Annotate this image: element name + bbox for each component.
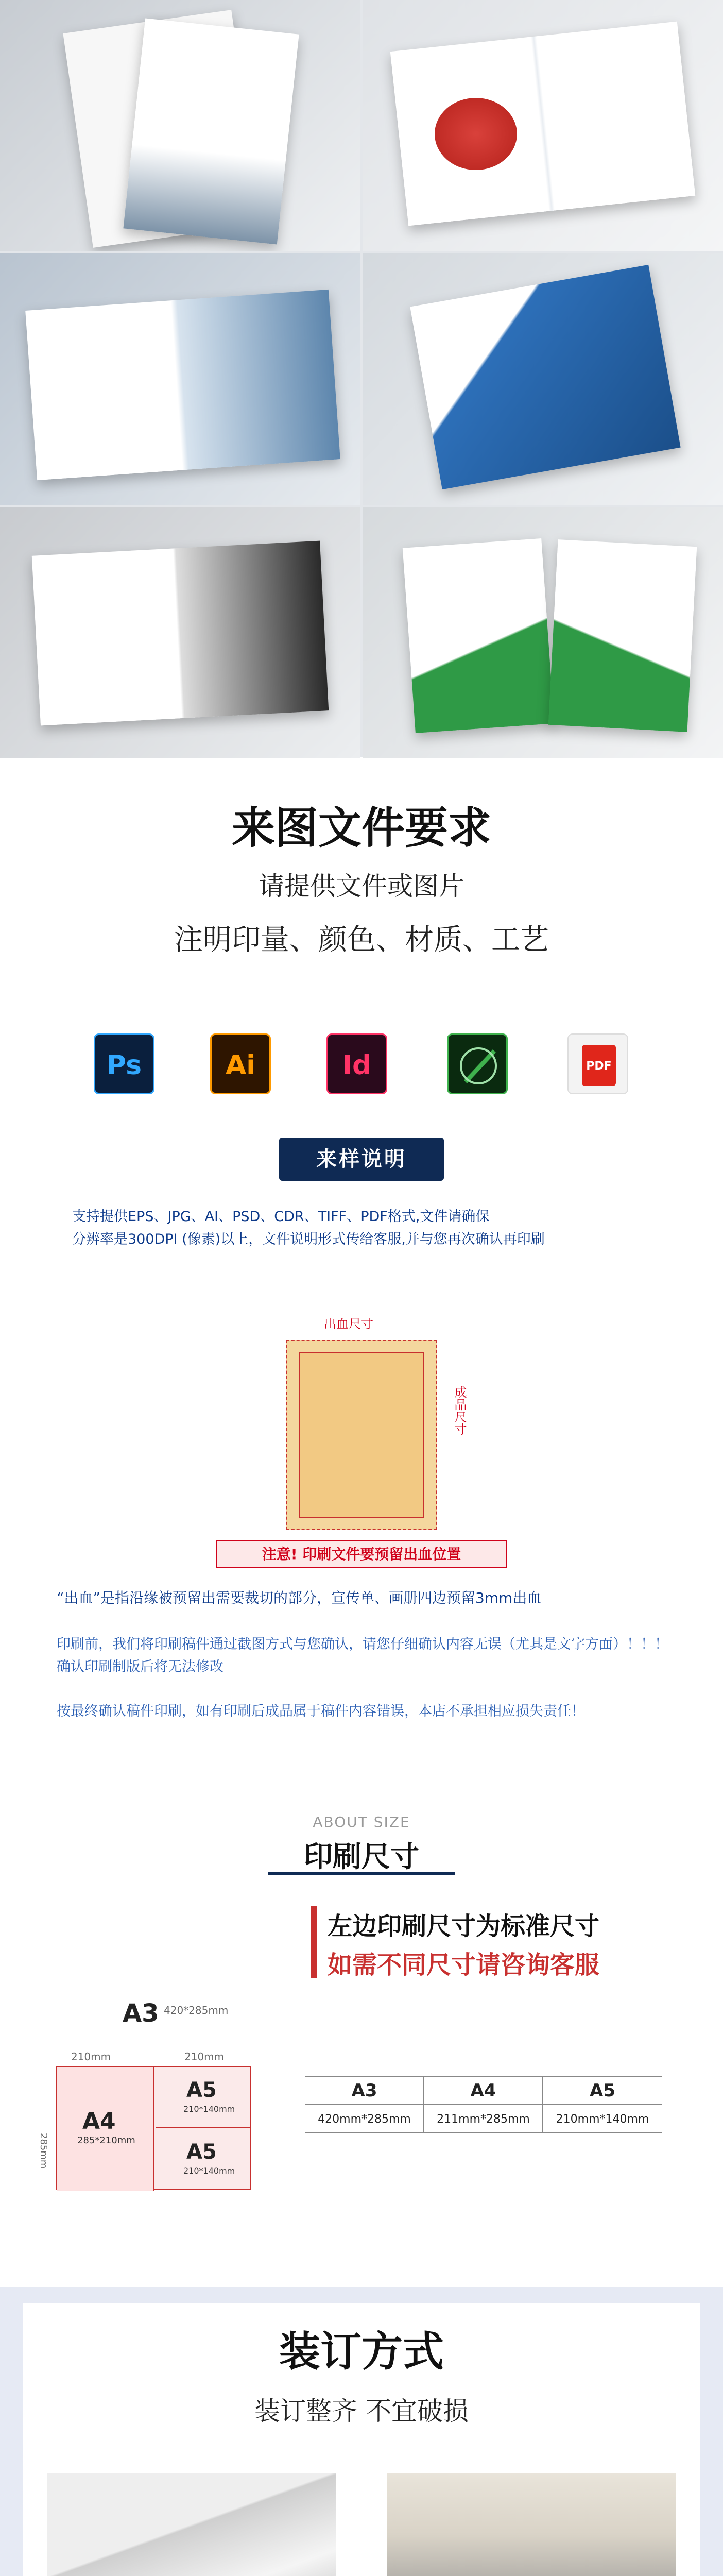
a5-label-top: A5 <box>186 2078 217 2102</box>
a3-dims: 420*285mm <box>164 2004 229 2016</box>
brochure-photo-6 <box>363 507 723 758</box>
size-table-value-a3: 420mm*285mm <box>305 2105 424 2133</box>
sample-instructions-badge: 来样说明 <box>279 1138 444 1181</box>
about-size-label: ABOUT SIZE <box>313 1814 410 1831</box>
bleed-diagram <box>286 1340 437 1530</box>
a4-label: A4 <box>82 2108 116 2134</box>
indesign-icon: Id <box>326 1033 387 1094</box>
format-note-line-1: 支持提供EPS、JPG、AI、PSD、CDR、TIFF、PDF格式,文件请确保 <box>72 1209 490 1225</box>
coreldraw-icon <box>447 1033 508 1094</box>
size-headline-2: 如需不同尺寸请咨询客服 <box>328 1951 600 1979</box>
a4-dims: 285*210mm <box>77 2135 135 2146</box>
a3-sheet <box>56 2066 251 2190</box>
requirements-line-2: 注明印量、颜色、材质、工艺 <box>174 923 549 957</box>
brochure-photo-1 <box>0 0 360 251</box>
perfect-binding-image <box>387 2473 676 2576</box>
format-note-line-2: 分辨率是300DPI (像素)以上，文件说明形式传给客服,并与您再次确认再印刷 <box>72 1231 545 1247</box>
a4-sheet <box>57 2067 154 2191</box>
brochure-photo-3 <box>0 253 360 505</box>
size-table-header-a3: A3 <box>305 2076 424 2105</box>
a5-dims-top: 210*140mm <box>183 2104 235 2114</box>
binding-subtitle: 装订整齐 不宜破损 <box>254 2396 469 2426</box>
a5-sheet-top <box>156 2067 251 2128</box>
illustrator-icon: Ai <box>210 1033 271 1094</box>
headline-accent-bar <box>311 1906 317 1978</box>
size-title: 印刷尺寸 <box>268 1834 455 1875</box>
size-table-value-a5: 210mm*140mm <box>543 2105 662 2133</box>
a5-label-bottom: A5 <box>186 2140 217 2164</box>
saddle-stitch-image <box>47 2473 336 2576</box>
dim-top-left: 210mm <box>71 2050 111 2063</box>
size-table-header-a4: A4 <box>424 2076 543 2105</box>
brochure-photo-4 <box>363 253 723 505</box>
a3-label: A3 <box>123 1999 159 2028</box>
confirm-note: 印刷前，我们将印刷稿件通过截图方式与您确认，请您仔细确认内容无误（尤其是文字方面）！！！确认印刷制版后将无法修改 <box>57 1636 668 1675</box>
paper-size-diagram <box>40 1999 272 2226</box>
brochure-photo-5 <box>0 507 360 758</box>
photoshop-icon: Ps <box>94 1033 154 1094</box>
svg-text:PDF: PDF <box>586 1060 612 1073</box>
binding-title: 装订方式 <box>279 2328 444 2376</box>
hero-photo-grid <box>0 0 723 757</box>
bleed-warning: 注意! 印刷文件要预留出血位置 <box>216 1540 507 1568</box>
pdf-icon <box>567 1033 628 1094</box>
size-headline: 左边印刷尺寸为标准尺寸 <box>328 1912 600 1941</box>
bleed-size-label: 出血尺寸 <box>324 1317 373 1331</box>
dim-top-right: 210mm <box>184 2050 225 2063</box>
requirements-title: 来图文件要求 <box>231 803 491 853</box>
dim-side: 285mm <box>38 2133 49 2169</box>
bleed-explain: “出血”是指沿缘被预留出需要裁切的部分，宣传单、画册四边预留3mm出血 <box>57 1589 542 1606</box>
requirements-line-1: 请提供文件或图片 <box>259 871 464 901</box>
a5-sheet-bottom <box>156 2129 251 2190</box>
a5-dims-bottom: 210*140mm <box>183 2166 235 2176</box>
size-table-value-a4: 211mm*285mm <box>424 2105 543 2133</box>
finished-size-label: 成品尺寸 <box>452 1386 467 1435</box>
disclaimer-note: 按最终确认稿件印刷，如有印刷后成品属于稿件内容错误，本店不承担相应损失责任！ <box>57 1703 585 1719</box>
size-table-header-a5: A5 <box>543 2076 662 2105</box>
size-table <box>305 2076 662 2133</box>
brochure-photo-2 <box>363 0 723 251</box>
